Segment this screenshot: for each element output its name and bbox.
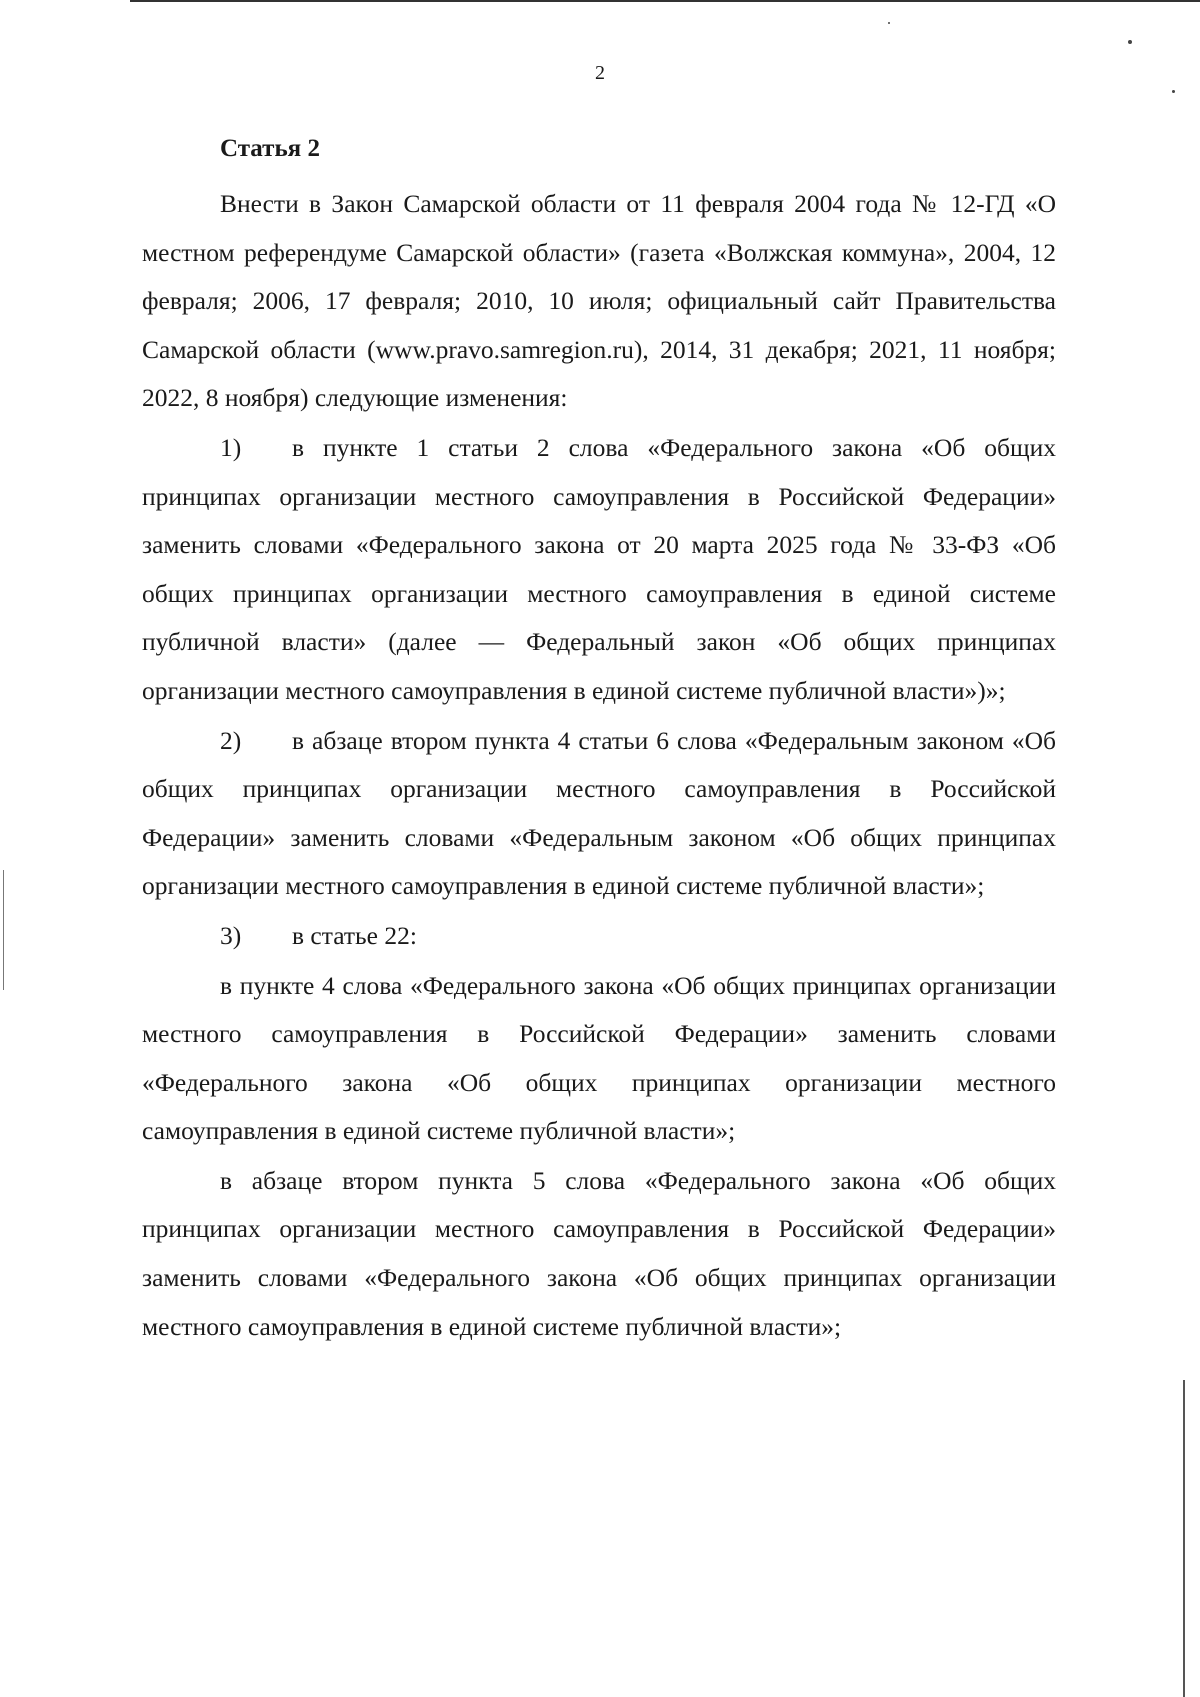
scan-edge-top [130,0,1200,2]
scan-speck [1128,40,1132,44]
intro-paragraph: Внести в Закон Самарской области от 11 февраля 2004 года № 12-ГД «О местном референдуме Самарской области» (газета «Волжская коммуна», 2004, 12 февраля; 2006, 17 февраля; 2010, 10 июля; официальный сайт Правительства Самарской области (www.pravo.samregion.ru), 2014, 31 декабря; 2021, 11 ноября; 2022, 8 ноября) следующие изменения: [142,189,1056,413]
item-number: 3) [220,920,242,950]
sub-paragraph-1: в пункте 4 слова «Федерального закона «Об общих принципах организации местного самоуправления в Российской Федерации» заменить словами «Федерального закона «Об общих принципах организации местного самоуправления в единой системе публичной власти»; [142,970,1056,1146]
item-number: 1) [220,432,242,462]
list-item-3 [142,912,1056,961]
scan-edge-left [3,870,4,990]
article-body [142,180,1056,1351]
scan-edge-right [1183,1380,1185,1697]
scan-speck [1172,90,1175,93]
item-text: в статье 22: [292,920,417,950]
sub-paragraph-2: в абзаце втором пункта 5 слова «Федерального закона «Об общих принципах организации местного самоуправления в Российской Федерации» заменить словами «Федерального закона «Об общих принципах организации местного самоуправления в единой системе публичной власти»; [142,1165,1056,1341]
scan-speck [888,22,890,24]
item-text: в абзаце втором пункта 4 статьи 6 слова «Федеральным законом «Об общих принципах организации местного самоуправления в Российской Федерации» заменить словами «Федеральным законом «Об общих принципах организации местного самоуправления в единой системе публичной власти»; [142,725,1056,901]
list-item-1 [142,424,1056,716]
page-number: 2 [595,62,605,84]
list-item-2 [142,717,1056,911]
item-text: в пункте 1 статьи 2 слова «Федерального закона «Об общих принципах организации местного самоуправления в Российской Федерации» заменить словами «Федерального закона от 20 марта 2025 года № 33-ФЗ «Об общих принципах организации местного самоуправления в единой системе публичной власти» (далее — Федеральный закон «Об общих принципах организации местного самоуправления в единой системе публичной власти»)»; [142,432,1056,705]
article-title: Статья 2 [220,135,320,162]
item-number: 2) [220,725,242,755]
